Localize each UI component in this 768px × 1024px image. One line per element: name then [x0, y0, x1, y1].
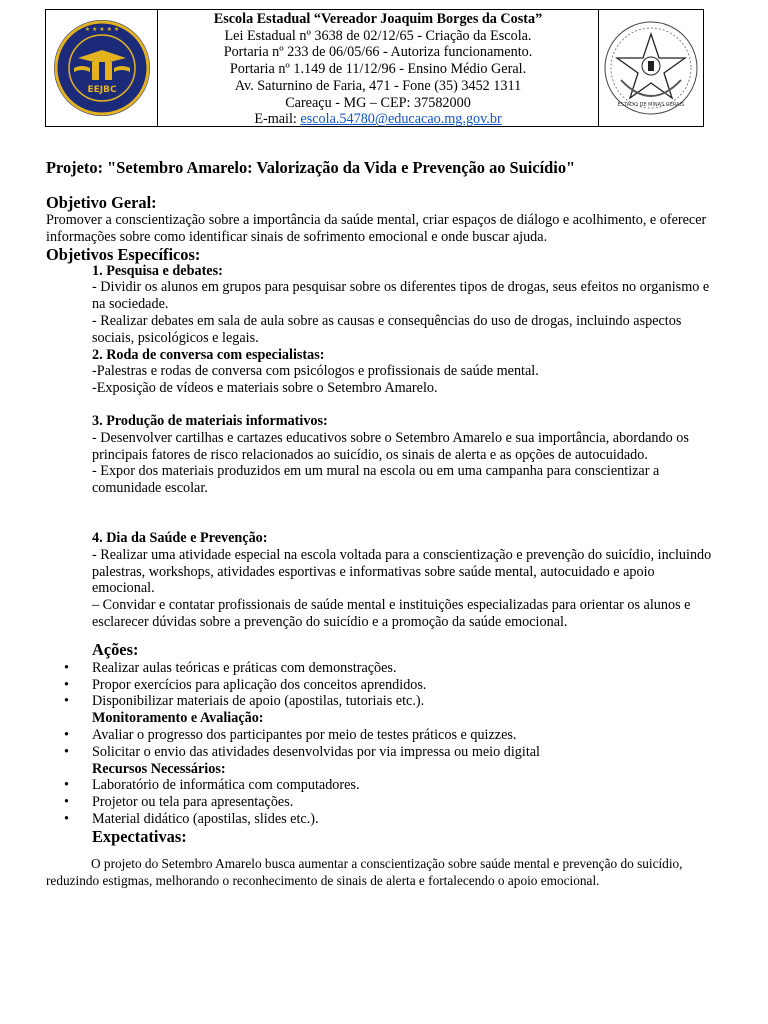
section-item: - Desenvolver cartilhas e cartazes educativos sobre o Setembro Amarelo e sua importância, abordando os principais fatores de risco relacionados ao suicídio, os sinais de alerta e as opções de autocuidado. [92, 429, 689, 463]
bullet: • [64, 777, 69, 794]
expectativas-text: O projeto do Setembro Amarelo busca aumentar a conscientização sobre saúde mental e prevenção do suicídio, reduzindo estigmas, melhorando o reconhecimento de sinais de alerta e fortalecendo o apoio emocional. [46, 855, 683, 888]
acoes-list [46, 660, 714, 710]
list-item-text: Propor exercícios para aplicação dos conceitos aprendidos. [92, 676, 427, 693]
section-title: 3. Produção de materiais informativos: [92, 412, 328, 429]
letterhead [45, 9, 704, 127]
list-item [46, 744, 714, 761]
bullet: • [64, 659, 69, 676]
expectativas-heading: Expectativas: [92, 826, 187, 846]
section-item: -Exposição de vídeos e materiais sobre o Setembro Amarelo. [92, 380, 438, 397]
bullet: • [64, 676, 69, 693]
section-item: – Convidar e contatar profissionais de saúde mental e instituições especializadas para orientar os alunos e esclarecer dúvidas sobre a prevenção do suicídio e a promoção da saúde emocional. [92, 597, 691, 630]
list-item [46, 811, 714, 828]
section-item: - Realizar debates em sala de aula sobre as causas e consequências do uso de drogas, incluindo aspectos sociais, psicológicos e legais. [92, 312, 682, 346]
list-item-text: Avaliar o progresso dos participantes por meio de testes práticos e quizzes. [92, 726, 517, 743]
bullet: • [64, 693, 69, 710]
list-item-text: Realizar aulas teóricas e práticas com demonstrações. [92, 659, 397, 676]
list-item-text: Laboratório de informática com computadores. [92, 777, 360, 794]
school-logo-cell [46, 10, 158, 126]
list-item [46, 677, 714, 694]
section-title: 2. Roda de conversa com especialistas: [92, 346, 325, 363]
list-item-text: Projetor ou tela para apresentações. [92, 794, 294, 811]
section-item: -Palestras e rodas de conversa com psicólogos e profissionais de saúde mental. [92, 363, 539, 380]
objetivo-geral-heading: Objetivo Geral: [46, 193, 157, 212]
list-item [46, 727, 714, 744]
school-info [158, 10, 599, 126]
bullet: • [64, 726, 69, 743]
section-roda-conversa [46, 347, 714, 397]
state-seal-icon [603, 20, 699, 116]
info-line: Careaçu - MG – CEP: 37582000 [285, 94, 471, 111]
list-item [46, 693, 714, 710]
list-item-text: Solicitar o envio das atividades desenvolvidas por via impressa ou meio digital [92, 743, 540, 760]
section-item: - Expor dos materiais produzidos em um mural na escola ou em uma campanha para conscientizar a comunidade escolar. [92, 463, 660, 497]
email-label: E-mail: [254, 111, 301, 128]
info-line: Av. Saturnino de Faria, 471 - Fone (35) 3452 1311 [234, 77, 522, 94]
bullet: • [64, 794, 69, 811]
info-line: Portaria nº 233 de 06/05/66 - Autoriza funcionamento. [223, 44, 533, 61]
recursos-list [46, 777, 714, 827]
svg-text:★ ★ ★ ★ ★: ★ ★ ★ ★ ★ [84, 26, 119, 33]
section-title: 4. Dia da Saúde e Prevenção: [92, 529, 268, 546]
recursos-heading: Recursos Necessários: [92, 760, 226, 777]
state-seal-cell [599, 10, 703, 126]
email-link[interactable]: escola.54780@educacao.mg.gov.br [300, 111, 502, 128]
monitoramento-heading: Monitoramento e Avaliação: [92, 710, 264, 727]
info-line: Portaria nº 1.149 de 11/12/96 - Ensino Médio Geral. [229, 61, 527, 78]
objetivos-especificos-heading: Objetivos Específicos: [46, 244, 201, 264]
monitoramento-list [46, 727, 714, 761]
section-item: - Dividir os alunos em grupos para pesquisar sobre os diferentes tipos de drogas, seus efeitos no organismo e na sociedade. [92, 279, 710, 313]
school-name: Escola Estadual “Vereador Joaquim Borges da Costa” [213, 11, 543, 27]
section-materiais [46, 413, 714, 497]
list-item [46, 794, 714, 811]
email-line [158, 111, 598, 128]
project-title: Projeto: "Setembro Amarelo: Valorização da Vida e Prevenção ao Suicídio" [46, 158, 576, 177]
acoes-heading: Ações: [92, 639, 139, 659]
bullet: • [64, 743, 69, 760]
objetivo-geral-text: Promover a conscientização sobre a importância da saúde mental, criar espaços de diálogo e acolhimento, e oferecer informações sobre como identificar sinais de sofrimento emocional e onde buscar ajuda. [46, 212, 707, 245]
school-logo-icon [52, 18, 152, 118]
section-pesquisa [46, 263, 714, 347]
list-item [46, 777, 714, 794]
bullet: • [64, 810, 69, 827]
section-item: - Realizar uma atividade especial na escola voltada para a conscientização e prevenção do suicídio, incluindo palestras, workshops, atividades esportivas e informativas sobre saúde mental, autocuidado e apoio emocional. [92, 546, 712, 597]
list-item-text: Disponibilizar materiais de apoio (apostilas, tutoriais etc.). [92, 693, 425, 710]
seal-lettering: ESTADO DE MINAS GERAIS [617, 102, 685, 108]
document-body [46, 158, 714, 889]
list-item-text: Material didático (apostilas, slides etc.). [92, 810, 319, 827]
info-line: Lei Estadual nº 3638 de 02/12/65 - Criação da Escola. [224, 27, 532, 44]
logo-lettering: EEJBC [86, 85, 117, 95]
section-dia-saude [46, 530, 714, 631]
list-item [46, 660, 714, 677]
section-title: 1. Pesquisa e debates: [92, 262, 223, 279]
